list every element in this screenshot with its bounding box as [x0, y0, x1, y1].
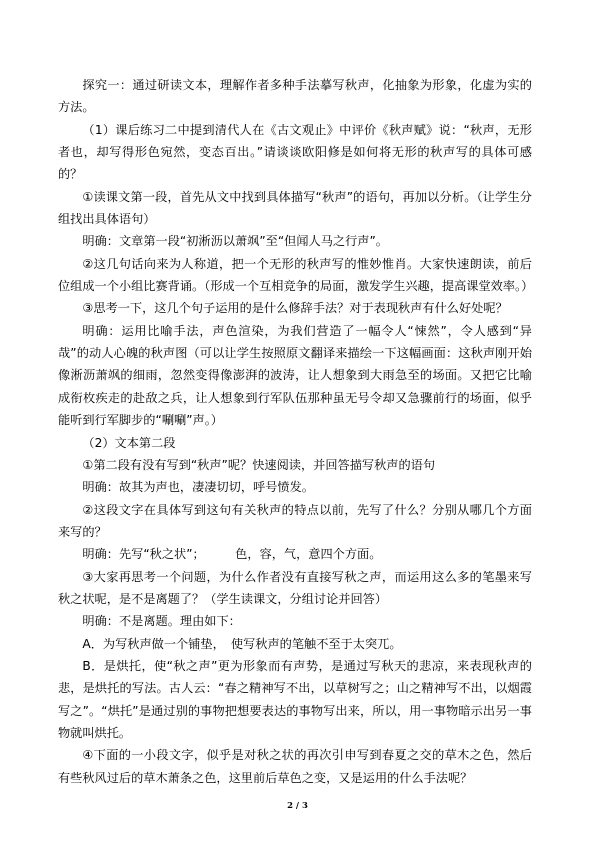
paragraph-answer-second-read: 明确：故其为声也，凄凄切切，呼号愤发。	[82, 480, 314, 495]
paragraph-step-read-first: ①读课文第一段，首先从文中找到具体描写“秋声”的语句，再加以分析。（让学生分组找出具体语句）	[58, 189, 532, 227]
paragraph-step-second-read: ①第二段有没有写到“秋声”呢？快速阅读，并回答描写秋声的语句	[82, 457, 436, 472]
paragraph-step-rhetoric: ③思考一下，这几个句子运用的是什么修辞手法？对于表现秋声有什么好处呢？	[82, 301, 508, 316]
paragraph-step-grass: ④下面的一小段文字，似乎是对秋之状的再次引申写到春夏之交的草木之色，然后有些秋风过后的草木萧条之色，这里前后草色之变，又是运用的什么手法呢？	[58, 748, 532, 785]
paragraph-answer-what-first: 明确：先写“秋之状”； 色，容，气，意四个方面。	[82, 547, 382, 562]
paragraph-step-what-first: ②这段文字在具体写到这句有关秋声的特点以前，先写了什么？分别从哪几个方面来写的？	[58, 502, 532, 539]
paragraph-step-recite: ②这几句话向来为人称道，把一个无形的秋声写的惟妙惟肖。大家快速朗读，前后位组成一个小组比赛背诵。（形成一个互相竞争的局面，激发学生兴趣，提高课堂效率。）	[58, 256, 534, 294]
paragraph-section-two-heading: （2）文本第二段	[82, 435, 176, 450]
paragraph-question-one: （1）课后练习二中提到清代人在《古文观止》中评价《秋声赋》说：“秋声，无形者也，却写得形色宛然，变态百出。”请谈谈欧阳修是如何将无形的秋声写的具体可感的？	[58, 122, 532, 182]
paragraph-inquiry-one: 探究一：通过研读文本，理解作者多种手法摹写秋声，化抽象为形象，化虚为实的方法。	[58, 78, 532, 115]
page-number: 2 / 3	[287, 801, 308, 811]
paragraph-answer-rhetoric: 明确：运用比喻手法，声色渲染，为我们营造了一幅令人“悚然”，令人感到“异哉”的动人心魄的秋声图（可以让学生按照原文翻译来描绘一下这幅画面：这秋声刚开始像淅沥萧飒的细雨，忽然变得像澎湃的波涛，让人想象到大雨急至的场面。又把它比喻成衔枚疾走的赴敌之兵，让人想象到行军队伍那种虽无号令却又急骤前行的场面，似乎能听到行军脚步的“唰唰”声。）	[58, 323, 532, 428]
paragraph-answer-why: 明确：不是离题。理由如下：	[82, 614, 241, 629]
document-body	[58, 74, 532, 789]
paragraph-reason-a: A．为写秋声做一个铺垫， 使写秋声的笔触不至于太突兀。	[82, 636, 402, 651]
paragraph-reason-b: B．是烘托，使“秋之声”更为形象而有声势，是通过写秋天的悲凉，来表现秋声的悲，是烘托的写法。古人云：“春之精神写不出，以草树写之；山之精神写不出，以烟霞写之”。“烘托”是通过别的事物把想要表达的事物写出来，所以，用一事物暗示出另一事物就叫烘托。	[58, 658, 532, 740]
paragraph-answer-first: 明确：文章第一段“初淅沥以萧飒”至“但闻人马之行声”。	[82, 234, 388, 249]
paragraph-step-why: ③大家再思考一个问题，为什么作者没有直接写秋之声，而运用这么多的笔墨来写秋之状呢，是不是离题了？（学生读课文，分组讨论并回答）	[58, 569, 532, 606]
